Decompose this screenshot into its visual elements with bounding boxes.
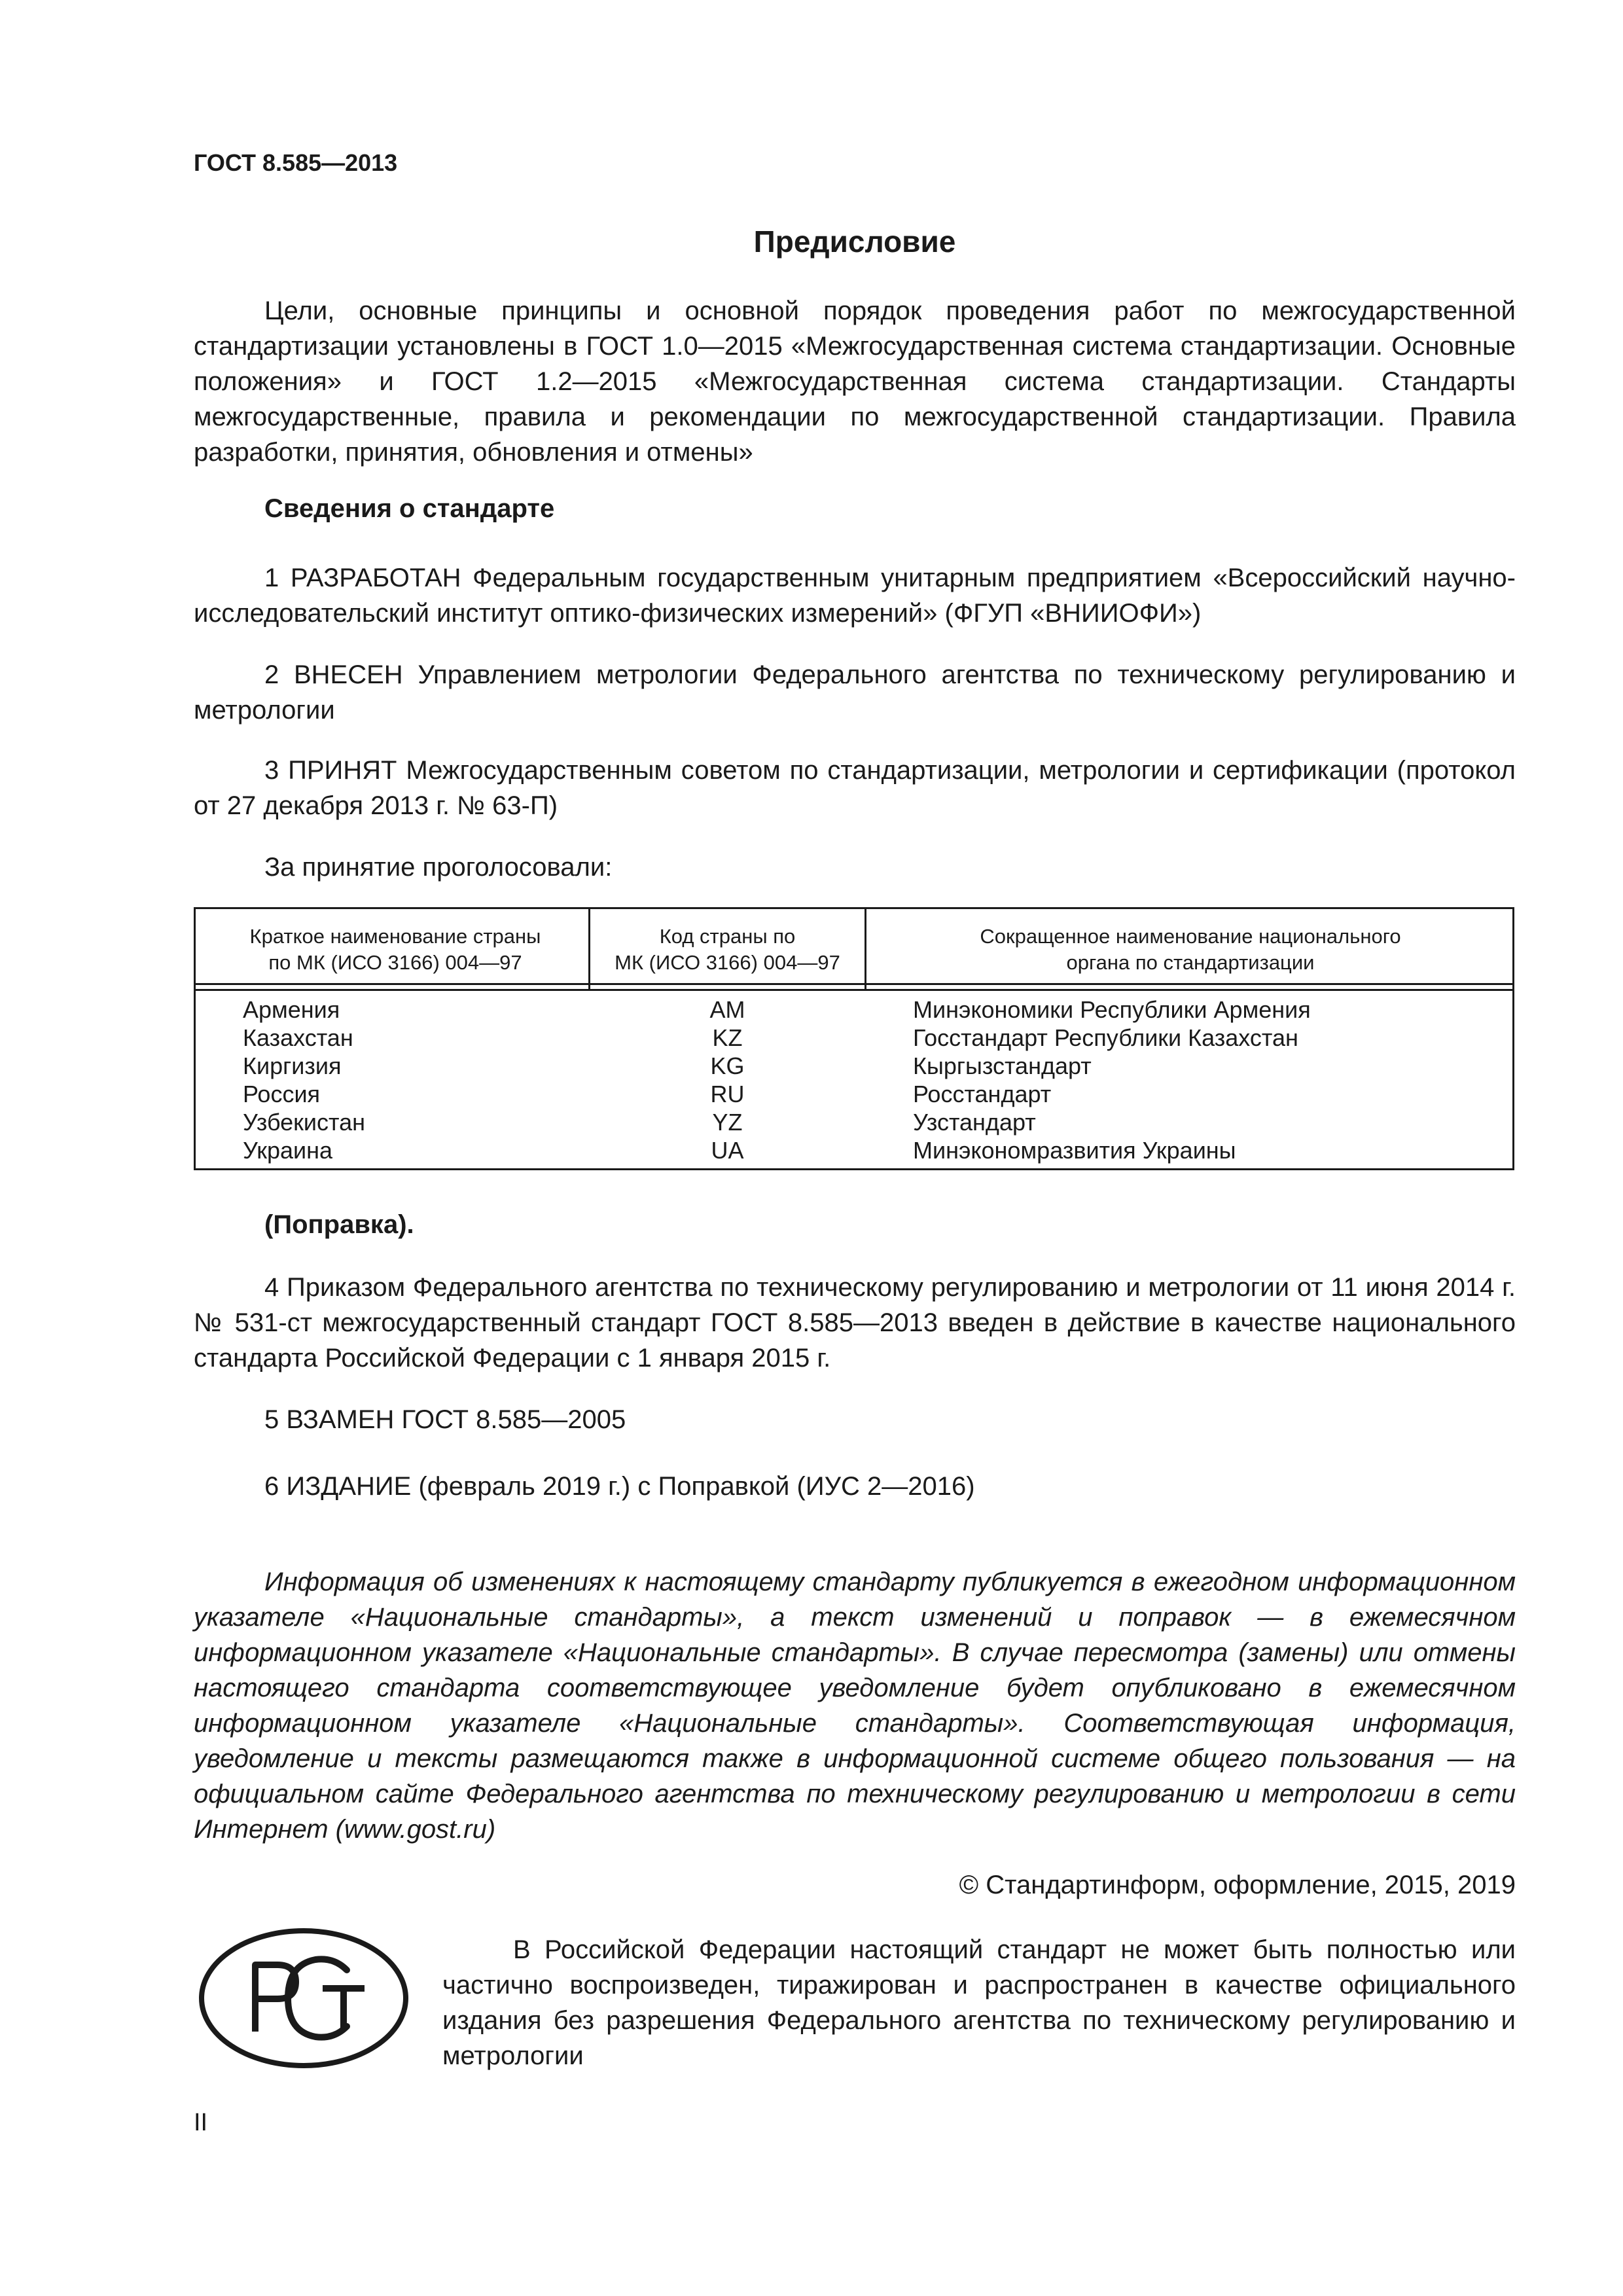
item-2: 2 ВНЕСЕН Управлением метрологии Федерального агентства по техническому регулированию и метрологии	[194, 660, 1516, 725]
table-cell: Россия	[243, 1081, 321, 1107]
page-number: II	[194, 2109, 208, 2136]
table-cell: Росстандарт	[913, 1081, 1052, 1107]
table-header-code: Код страны по МК (ИСО 3166) 004—97	[615, 925, 840, 974]
table-cell: Казахстан	[243, 1024, 353, 1051]
table-cell: AM	[709, 996, 745, 1023]
table-cell: Армения	[243, 996, 340, 1023]
section-heading: Сведения о стандарте	[264, 494, 555, 523]
item-5: 5 ВЗАМЕН ГОСТ 8.585—2005	[264, 1405, 626, 1434]
item-6: 6 ИЗДАНИЕ (февраль 2019 г.) с Поправкой (ИУС 2—2016)	[264, 1472, 975, 1501]
table-cell: KZ	[712, 1024, 743, 1051]
table-header-body: Сокращенное наименование национального органа по стандартизации	[980, 925, 1401, 974]
table-cell: Минэкономики Республики Армения	[913, 996, 1311, 1023]
table-cell: Кыргызстандарт	[913, 1052, 1092, 1079]
table-cell: KG	[710, 1052, 745, 1079]
page-title: Предисловие	[753, 224, 956, 259]
rst-logo-icon	[198, 1927, 410, 2070]
copyright-line: © Стандартинформ, оформление, 2015, 2019	[959, 1871, 1516, 1899]
item-1: 1 РАЗРАБОТАН Федеральным государственным унитарным предприятием «Всероссийский научно-исследовательский институт оптико-физических измерений» (ФГУП «ВНИИОФИ»)	[194, 564, 1516, 628]
item-4: 4 Приказом Федерального агентства по техническому регулированию и метрологии от 11 июня 2014 г. № 531-ст межгосударственный стандарт ГОСТ 8.585—2013 введен в действие в качестве национального стандарта Российской Федерации с 1 января 2015 г.	[194, 1273, 1516, 1372]
table-cell: Узбекистан	[243, 1109, 366, 1136]
voting-table	[194, 907, 1514, 1170]
table-cell: Узстандарт	[913, 1109, 1036, 1136]
table-cell: YZ	[712, 1109, 743, 1136]
table-cell: RU	[710, 1081, 745, 1107]
table-header-country: Краткое наименование страны по МК (ИСО 3166) 004—97	[249, 925, 541, 974]
document-code: ГОСТ 8.585—2013	[194, 149, 398, 176]
changes-notice: Информация об изменениях к настоящему стандарту публикуется в ежегодном информационном указателе «Национальные стандарты», а текст изменений и поправок — в ежемесячном информационном указателе «Национальные стандарты». В случае пересмотра (замены) или отмены настоящего стандарта соответствующее уведомление будет опубликовано в ежемесячном информационном указателе «Национальные стандарты». Соответствующая информация, уведомление и тексты размещаются также в информационной системе общего пользования — на официальном сайте Федерального агентства по техническому регулированию и метрологии в сети Интернет (www.gost.ru)	[194, 1568, 1516, 1844]
table-header-double-rule	[196, 989, 1512, 991]
rf-reproduction-notice: В Российской Федерации настоящий стандарт не может быть полностью или частично воспроизведен, тиражирован и распространен в качестве официального издания без разрешения Федерального агентства по техническому регулированию и метрологии	[442, 1935, 1516, 2070]
table-body-column	[913, 996, 1311, 1164]
table-country-column	[243, 996, 365, 1164]
item-3: 3 ПРИНЯТ Межгосударственным советом по стандартизации, метрологии и сертификации (протокол от 27 декабря 2013 г. № 63-П)	[194, 756, 1516, 820]
table-cell: UA	[711, 1137, 744, 1164]
table-code-column	[590, 996, 865, 1164]
intro-paragraph: Цели, основные принципы и основной порядок проведения работ по межгосударственной стандартизации установлены в ГОСТ 1.0—2015 «Межгосударственная система стандартизации. Основные положения» и ГОСТ 1.2—2015 «Межгосударственная система стандартизации. Стандарты межгосударственные, правила и рекомендации по межгосударственной стандартизации. Правила разработки, принятия, обновления и отмены»	[194, 296, 1516, 467]
table-cell: Госстандарт Республики Казахстан	[913, 1024, 1298, 1051]
table-cell: Киргизия	[243, 1052, 342, 1079]
table-cell: Минэкономразвития Украины	[913, 1137, 1236, 1164]
voted-label: За принятие проголосовали:	[264, 853, 613, 882]
table-cell: Украина	[243, 1137, 333, 1164]
amendment-note: (Поправка).	[264, 1210, 414, 1239]
